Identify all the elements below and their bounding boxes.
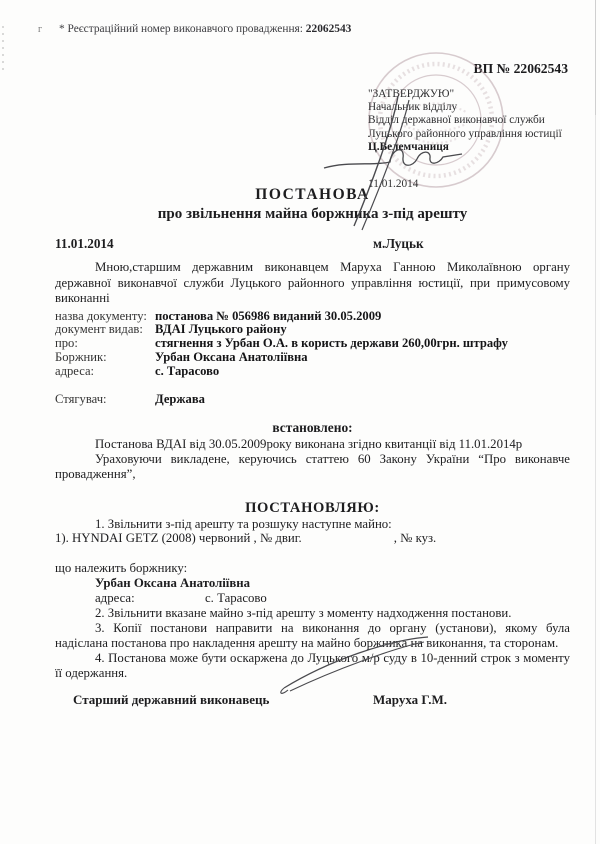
document-date: 11.01.2014 <box>55 236 114 251</box>
established-paragraph-2: Ураховуючи викладене, керуючись статтею 60 Закону України “Про виконавче провадження”, <box>55 451 570 482</box>
established-paragraph-1: Постанова ВДАІ від 30.05.2009року виконана згідно квитанції від 11.01.2014р <box>95 437 523 451</box>
vehicle-description: 1). HYNDAI GETZ (2008) червоний , № двиг. <box>55 531 302 546</box>
resolution-item-4: 4. Постанова може бути оскаржена до Луцького м/р суду в 10-денний строк з моменту її одержання. <box>55 650 570 680</box>
resolution-item-1-detail <box>55 531 570 546</box>
field-label: документ видав: <box>55 322 143 337</box>
document-title: ПОСТАНОВА <box>255 186 370 203</box>
field-row-address <box>55 365 570 379</box>
resolution-item-1: 1. Звільнити з-під арешту та розшуку наступне майно: <box>95 516 392 531</box>
executor-title: Старший державний виконавець <box>73 691 270 707</box>
approver-name: Ц.Велемчаниця <box>368 140 449 153</box>
field-value: стягнення з Урбан О.А. в користь держави 260,00грн. штрафу <box>155 336 508 351</box>
field-label: Боржник: <box>55 349 107 364</box>
case-fields <box>55 310 570 379</box>
field-label: про: <box>55 336 78 351</box>
executor-name: Маруха Г.М. <box>373 691 447 707</box>
field-value: Держава <box>155 392 205 407</box>
field-row-debtor <box>55 351 570 365</box>
debtor-name: Урбан Оксана Анатоліївна <box>95 576 251 590</box>
body-number-label: , № куз. <box>393 531 437 546</box>
document-subtitle: про звільнення майна боржника з-під арешту <box>157 206 468 222</box>
established-heading: встановлено: <box>272 420 353 435</box>
belongs-line: що належить боржнику: <box>55 561 188 576</box>
registration-number-line <box>38 23 351 35</box>
document-city: м.Луцьк <box>373 236 424 251</box>
field-value: с. Тарасово <box>155 363 220 378</box>
approver-signature <box>318 88 488 238</box>
field-value: ВДАІ Луцького району <box>155 322 287 337</box>
field-label: назва документу: <box>55 308 147 323</box>
approval-quote: "ЗАТВЕРДЖУЮ" <box>368 88 455 100</box>
intro-paragraph: Мною,старшим державним виконавцем Маруха Ганною Миколаївною органу державної виконавчої служби Луцького районного управління юстиції, при примусовому виконанні <box>55 260 570 306</box>
debtor-address-row <box>95 591 570 606</box>
approval-office-1: Відділ державної виконавчої служби <box>368 114 545 127</box>
field-row-document-name <box>55 310 570 324</box>
address-label: адреса: <box>95 590 135 605</box>
registration-number: 22062543 <box>305 23 352 35</box>
approval-office-2: Луцького районного управління юстиції <box>368 127 562 140</box>
field-value: Урбан Оксана Анатоліївна <box>155 349 308 364</box>
resolution-item-2: 2. Звільнити вказане майно з-під арешту з моменту надходження постанови. <box>95 605 512 620</box>
executor-signature <box>272 628 442 698</box>
scan-edge-line-dark <box>595 0 596 115</box>
case-number: ВП № 22062543 <box>473 61 568 76</box>
field-value: постанова № 056986 виданий 30.05.2009 <box>155 308 382 323</box>
scan-margin-marks <box>2 26 4 72</box>
field-row-subject <box>55 337 570 351</box>
dateline <box>55 236 570 253</box>
field-row-issued-by <box>55 323 570 337</box>
field-label: Стягувач: <box>55 392 107 407</box>
approval-position: Начальник відділу <box>368 101 458 114</box>
address-value: с. Тарасово <box>205 590 267 605</box>
resolution-item-3: 3. Копії постанови направити на виконання до органу (установи), якому була надіслана постанова про накладення арешту на майно боржника на виконання, та сторонам. <box>55 620 570 650</box>
resolution-heading: ПОСТАНОВЛЯЮ: <box>245 499 380 516</box>
registration-label: * Реєстраційний номер виконавчого провадження: <box>58 23 306 35</box>
field-label: адреса: <box>55 363 95 378</box>
scan-speck: г <box>38 24 43 35</box>
scan-edge-line <box>595 0 596 844</box>
field-row-claimant <box>55 393 570 407</box>
approval-date: 11.01.2014 <box>368 178 419 191</box>
